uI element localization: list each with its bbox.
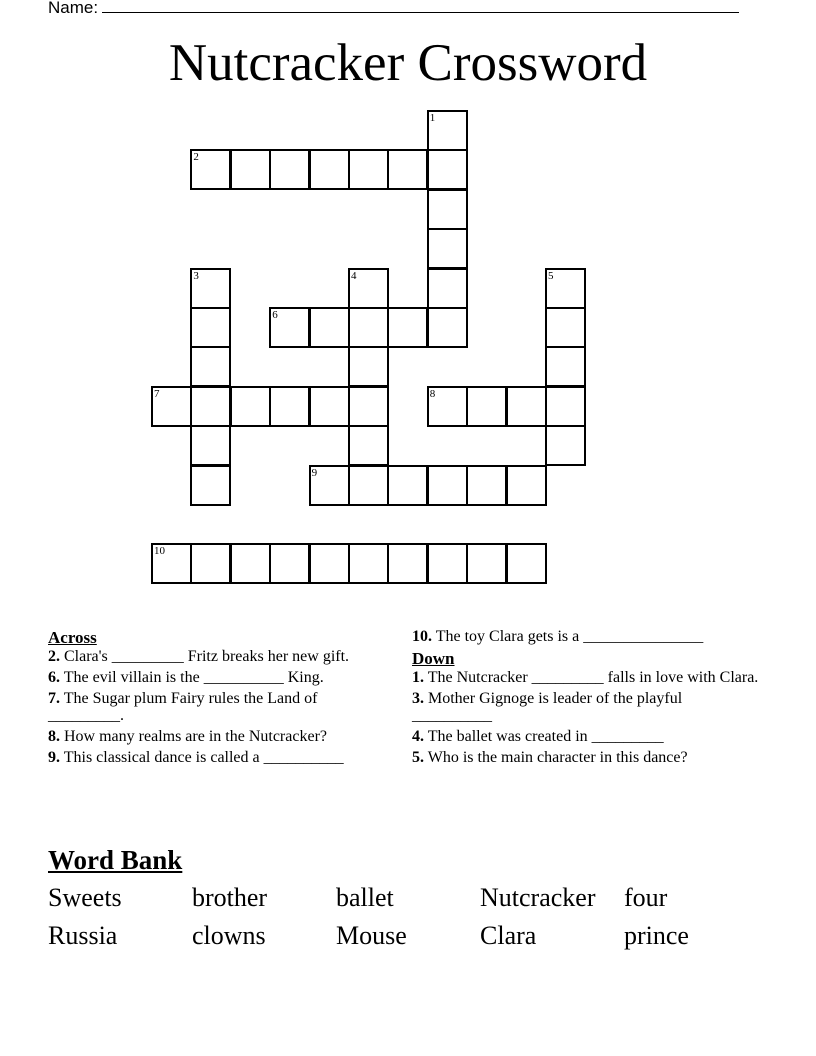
crossword-cell[interactable] — [190, 307, 231, 348]
clue-text: The toy Clara gets is a _______________ — [435, 628, 704, 645]
crossword-cell[interactable] — [466, 386, 507, 427]
clue-text: The ballet was created in _________ — [427, 728, 664, 745]
clue-across-10 — [412, 628, 762, 645]
clue-across-9 — [48, 749, 388, 766]
clue-down-4 — [412, 728, 762, 745]
crossword-cell[interactable] — [506, 465, 547, 506]
word-bank-word: ballet — [336, 883, 394, 912]
crossword-cell[interactable] — [190, 543, 231, 584]
crossword-cell[interactable] — [190, 346, 231, 387]
clue-across-2 — [48, 648, 388, 665]
crossword-cell[interactable] — [230, 149, 271, 190]
word-bank-word: prince — [624, 921, 689, 950]
word-bank-title: Word Bank — [48, 845, 183, 875]
crossword-cell[interactable] — [387, 149, 428, 190]
crossword-cell[interactable] — [348, 268, 389, 309]
crossword-cell[interactable] — [427, 228, 468, 269]
cell-number: 2 — [193, 151, 199, 164]
word-bank-word: Clara — [480, 921, 537, 950]
crossword-cell[interactable] — [506, 386, 547, 427]
cell-number: 8 — [429, 387, 436, 400]
cell-number: 7 — [154, 387, 160, 400]
clues-right-column — [412, 628, 762, 770]
crossword-cell[interactable] — [309, 307, 350, 348]
clue-down-3 — [412, 690, 762, 724]
crossword-cell[interactable] — [151, 543, 192, 584]
cell-number: 3 — [193, 269, 199, 282]
crossword-cell[interactable] — [506, 543, 547, 584]
word-bank-word: Mouse — [336, 921, 407, 950]
crossword-cell[interactable] — [309, 386, 350, 427]
crossword-cell[interactable] — [269, 543, 310, 584]
crossword-cell[interactable] — [190, 268, 231, 309]
down-heading: Down — [412, 649, 455, 668]
crossword-cell[interactable] — [387, 307, 428, 348]
crossword-cell[interactable] — [348, 307, 389, 348]
clue-across-6 — [48, 669, 388, 686]
name-label: Name: — [48, 0, 99, 17]
clue-number: 6. — [48, 669, 60, 686]
word-bank-word: Russia — [48, 921, 118, 950]
crossword-cell[interactable] — [427, 149, 468, 190]
crossword-cell[interactable] — [348, 425, 389, 466]
crossword-cell[interactable] — [427, 307, 468, 348]
clue-text: The Nutcracker _________ falls in love with Clara. — [427, 669, 759, 686]
clue-text: This classical dance is called a __________ — [63, 749, 344, 766]
clues-left-column — [48, 628, 388, 770]
clue-text: Clara's _________ Fritz breaks her new gift. — [64, 648, 350, 665]
clue-text: How many realms are in the Nutcracker? — [64, 728, 327, 745]
crossword-cell[interactable] — [190, 425, 231, 466]
crossword-cell[interactable] — [387, 465, 428, 506]
crossword-cell[interactable] — [466, 543, 507, 584]
word-bank-word: clowns — [192, 921, 266, 950]
clue-number: 8. — [48, 728, 60, 745]
clue-number: 3. — [412, 690, 424, 707]
crossword-cell[interactable] — [190, 465, 231, 506]
crossword-cell[interactable] — [545, 346, 586, 387]
word-bank-word: Sweets — [48, 883, 122, 912]
clue-number: 1. — [412, 669, 424, 686]
crossword-cell[interactable] — [427, 543, 468, 584]
crossword-cell[interactable] — [309, 543, 350, 584]
clue-number: 5. — [412, 749, 424, 766]
clue-number: 7. — [48, 690, 60, 707]
crossword-cell[interactable] — [427, 465, 468, 506]
clue-across-8 — [48, 728, 388, 745]
crossword-cell[interactable] — [545, 425, 586, 466]
crossword-cell[interactable] — [269, 307, 310, 348]
crossword-cell[interactable] — [545, 386, 586, 427]
crossword-cell[interactable] — [427, 268, 468, 309]
crossword-cell[interactable] — [151, 386, 192, 427]
clue-number: 2. — [48, 648, 60, 665]
crossword-cell[interactable] — [348, 543, 389, 584]
crossword-cell[interactable] — [269, 386, 310, 427]
clue-text: Who is the main character in this dance? — [427, 749, 688, 766]
crossword-cell[interactable] — [230, 386, 271, 427]
crossword-cell[interactable] — [348, 386, 389, 427]
crossword-cell[interactable] — [230, 543, 271, 584]
clue-number: 4. — [412, 728, 424, 745]
cell-number: 4 — [351, 269, 357, 282]
crossword-cell[interactable] — [309, 465, 350, 506]
clue-text: The evil villain is the __________ King. — [63, 669, 324, 686]
crossword-cell[interactable] — [348, 465, 389, 506]
clue-number: 10. — [412, 628, 432, 645]
clue-number: 9. — [48, 749, 60, 766]
crossword-cell[interactable] — [348, 346, 389, 387]
crossword-cell[interactable] — [309, 149, 350, 190]
crossword-cell[interactable] — [387, 543, 428, 584]
page-title: Nutcracker Crossword — [168, 34, 648, 92]
word-bank-word: Nutcracker — [480, 883, 596, 912]
clue-down-5 — [412, 749, 762, 766]
word-bank-word: brother — [192, 883, 268, 912]
clue-down-1 — [412, 669, 762, 686]
crossword-cell[interactable] — [269, 149, 310, 190]
crossword-cell[interactable] — [348, 149, 389, 190]
cell-number: 10 — [154, 545, 165, 558]
cell-number: 5 — [548, 269, 554, 282]
crossword-cell[interactable] — [427, 189, 468, 230]
word-bank-word: four — [624, 883, 668, 912]
clue-text: The Sugar plum Fairy rules the Land of _________. — [48, 690, 318, 724]
crossword-cell[interactable] — [545, 268, 586, 309]
crossword-cell[interactable] — [466, 465, 507, 506]
crossword-cell[interactable] — [427, 386, 468, 427]
crossword-cell[interactable] — [190, 386, 231, 427]
cell-number: 6 — [272, 309, 278, 321]
cell-number: 9 — [311, 466, 318, 479]
crossword-cell[interactable] — [427, 110, 468, 151]
clue-across-7 — [48, 690, 388, 724]
clue-text: Mother Gignoge is leader of the playful __________ — [412, 690, 683, 724]
cell-number: 1 — [429, 112, 436, 124]
across-heading: Across — [48, 628, 97, 647]
crossword-cell[interactable] — [190, 149, 231, 190]
crossword-cell[interactable] — [545, 307, 586, 348]
